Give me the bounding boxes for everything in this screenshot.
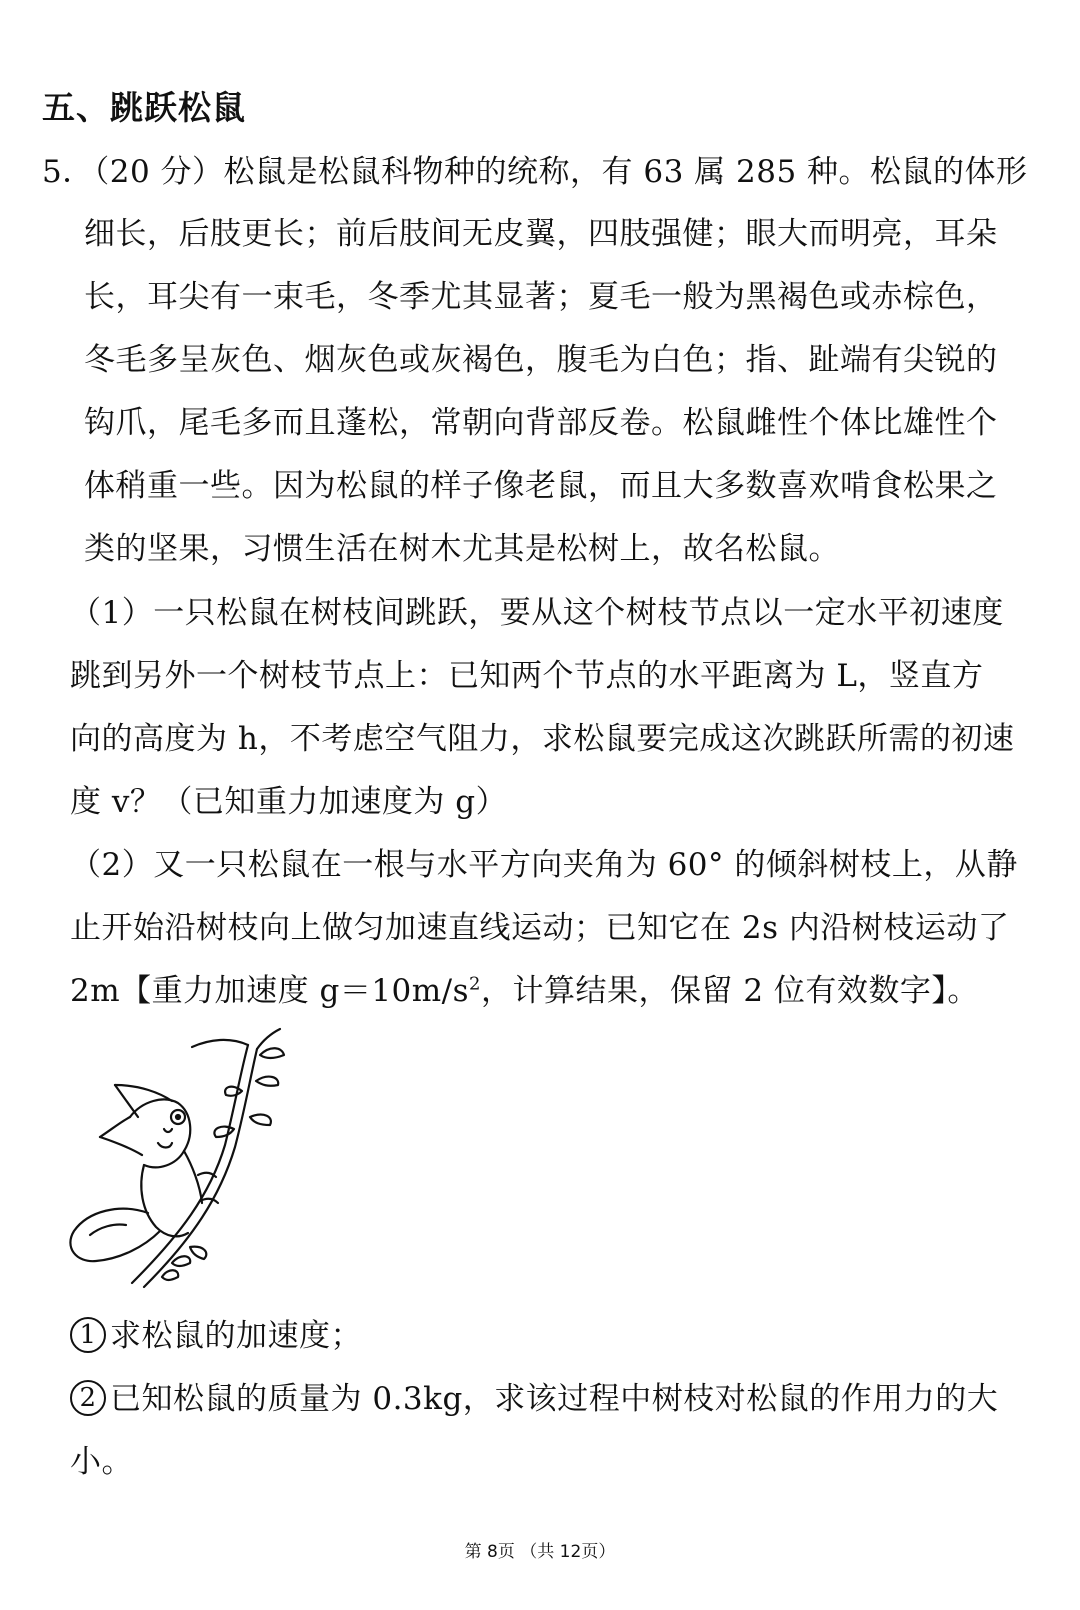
sub-question-2 — [70, 1379, 998, 1419]
part2-line-3-tail: ，计算结果，保留 2 位有效数字】。 — [480, 973, 979, 1009]
part2-line-3-text: 2m【重力加速度 g＝10m/s — [70, 973, 470, 1009]
part1-line-3: 向的高度为 h，不考虑空气阻力，求松鼠要完成这次跳跃所需的初速 — [70, 721, 1015, 757]
part2-line-1: （2）又一只松鼠在一根与水平方向夹角为 60° 的倾斜树枝上，从静 — [70, 847, 1018, 883]
part1-line-1: （1）一只松鼠在树枝间跳跃，要从这个树枝节点以一定水平初速度 — [70, 595, 1004, 631]
intro-line-2: 细长，后肢更长；前后肢间无皮翼，四肢强健；眼大而明亮，耳朵 — [84, 216, 998, 252]
intro-line-7: 类的坚果，习惯生活在树木尤其是松树上，故名松鼠。 — [84, 531, 840, 567]
part2-line-2: 止开始沿树枝向上做匀加速直线运动；已知它在 2s 内沿树枝运动了 — [70, 910, 1010, 946]
section-heading: 五、跳跃松鼠 — [42, 88, 246, 127]
part1-line-2: 跳到另外一个树枝节点上：已知两个节点的水平距离为 L，竖直方 — [70, 658, 984, 694]
sub-question-1-text: 求松鼠的加速度； — [110, 1318, 362, 1354]
squirrel-on-branch-illustration — [60, 1025, 300, 1295]
circled-number-2: 2 — [70, 1380, 106, 1416]
intro-line-5: 钩爪，尾毛多而且蓬松，常朝向背部反卷。松鼠雌性个体比雄性个 — [84, 405, 998, 441]
circled-number-1: 1 — [70, 1317, 106, 1353]
squared-superscript: 2 — [469, 973, 481, 995]
intro-line-3: 长，耳尖有一束毛，冬季尤其显著；夏毛一般为黑褐色或赤棕色， — [84, 279, 998, 315]
part1-line-4: 度 v？（已知重力加速度为 g） — [70, 784, 508, 820]
sub-question-2-continuation: 小。 — [70, 1444, 133, 1480]
part2-line-3 — [70, 971, 979, 1011]
intro-line-6: 体稍重一些。因为松鼠的样子像老鼠，而且大多数喜欢啃食松果之 — [84, 468, 998, 504]
intro-line-1: 5．（20 分）松鼠是松鼠科物种的统称，有 63 属 285 种。松鼠的体形 — [42, 154, 1028, 190]
sub-question-2-text: 已知松鼠的质量为 0.3kg，求该过程中树枝对松鼠的作用力的大 — [110, 1381, 999, 1417]
intro-line-4: 冬毛多呈灰色、烟灰色或灰褐色，腹毛为白色；指、趾端有尖锐的 — [84, 342, 998, 378]
sub-question-1 — [70, 1316, 362, 1356]
page-footer: 第 8页 （共 12页） — [464, 1542, 616, 1562]
